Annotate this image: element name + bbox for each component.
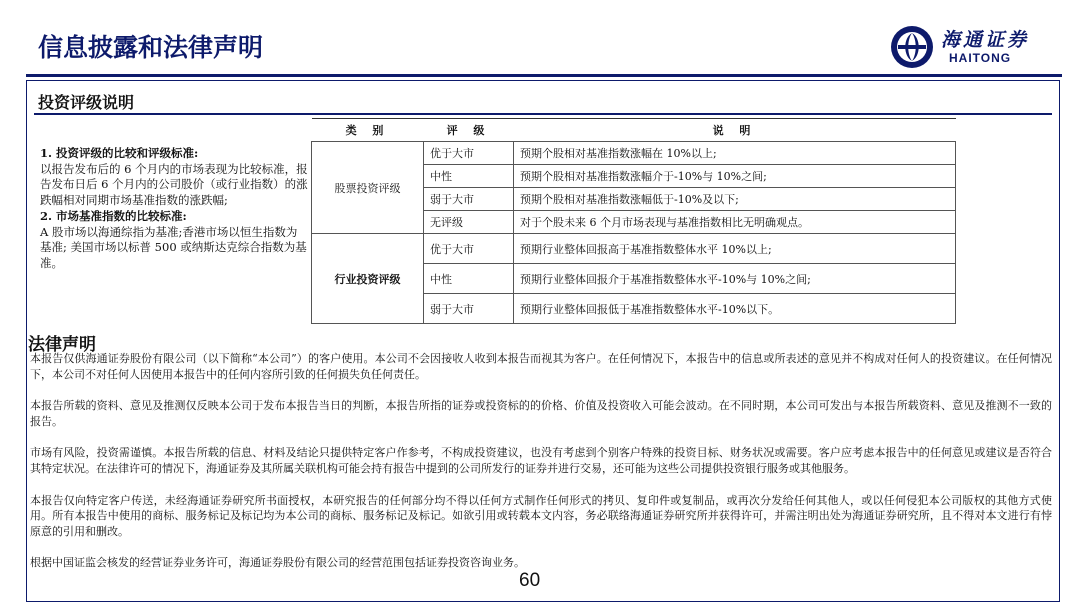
legal-heading: 法律声明	[28, 335, 96, 355]
rating-cell: 中性	[424, 264, 514, 294]
description-cell: 预期行业整体回报介于基准指数整体水平-10%与 10%之间;	[514, 264, 956, 294]
page-title: 信息披露和法律声明	[38, 33, 264, 62]
logo-english-text: HAITONG	[949, 51, 1012, 65]
haitong-logo	[889, 24, 1049, 70]
table-row	[312, 234, 956, 264]
industry-category-cell: 行业投资评级	[312, 234, 424, 324]
rating-cell: 优于大市	[424, 234, 514, 264]
description-cell: 预期个股相对基准指数涨幅介于-10%与 10%之间;	[514, 165, 956, 188]
header-description: 说 明	[514, 119, 956, 142]
criteria-heading-2: 2. 市场基准指数的比较标准:	[40, 208, 187, 223]
criteria-text-2: A 股市场以海通综指为基准;香港市场以恒生指数为基准; 美国市场以标普 500 或纳斯达克综合指数为基准。	[40, 224, 307, 270]
rating-cell: 弱于大市	[424, 294, 514, 324]
description-cell: 预期行业整体回报高于基准指数整体水平 10%以上;	[514, 234, 956, 264]
rating-table	[311, 118, 956, 324]
criteria-heading-1: 1. 投资评级的比较和评级标准:	[40, 146, 199, 160]
description-cell: 预期个股相对基准指数涨幅低于-10%及以下;	[514, 188, 956, 211]
title-divider	[26, 74, 1062, 77]
legal-paragraph-2: 本报告所载的资料、意见及推测仅反映本公司于发布本报告当日的判断，本报告所指的证券或投资标的的价格、价值及投资收入可能会波动。在不同时期，本公司可发出与本报告所载资料、意见及推测不一致的报告。	[30, 399, 1052, 428]
legal-paragraph-5: 根据中国证监会核发的经营证券业务许可，海通证券股份有限公司的经营范围包括证券投资咨询业务。	[30, 556, 525, 570]
rating-cell: 中性	[424, 165, 514, 188]
rating-cell: 优于大市	[424, 142, 514, 165]
legal-paragraph-1: 本报告仅供海通证券股份有限公司（以下简称“本公司”）的客户使用。本公司不会因接收人收到本报告而视其为客户。在任何情况下，本报告中的信息或所表述的意见并不构成对任何人的投资建议。在任何情况下，本公司不对任何人因使用本报告中的任何内容所引致的任何损失负任何责任。	[30, 352, 1052, 381]
description-cell: 预期个股相对基准指数涨幅在 10%以上;	[514, 142, 956, 165]
criteria-text-1: 以报告发布后的 6 个月内的市场表现为比较标准，报告发布日后 6 个月内的公司股价（或行业指数）的涨跌幅相对同期市场基准指数的涨跌幅;	[40, 161, 308, 208]
rating-criteria	[40, 146, 308, 272]
description-cell: 对于个股未来 6 个月市场表现与基准指数相比无明确观点。	[514, 211, 956, 234]
legal-statement	[30, 351, 1052, 571]
haitong-emblem-icon	[889, 24, 935, 70]
logo-chinese-text: 海通证券	[941, 29, 1030, 51]
stock-category-cell: 股票投资评级	[312, 142, 424, 234]
rating-section-heading: 投资评级说明	[38, 93, 135, 112]
rating-cell: 弱于大市	[424, 188, 514, 211]
description-cell: 预期行业整体回报低于基准指数整体水平-10%以下。	[514, 294, 956, 324]
table-row	[312, 142, 956, 165]
header-rating: 评 级	[424, 119, 514, 142]
page-number: 60	[519, 570, 541, 591]
rating-cell: 无评级	[424, 211, 514, 234]
header-category: 类 别	[312, 119, 424, 142]
legal-paragraph-3: 市场有风险，投资需谨慎。本报告所载的信息、材料及结论只提供特定客户作参考，不构成投资建议，也没有考虑到个别客户特殊的投资目标、财务状况或需要。客户应考虑本报告中的任何意见或建议是否符合其特定状况。在法律许可的情况下，海通证券及其所属关联机构可能会持有报告中提到的公司所发行的证券并进行交易，还可能为这些公司提供投资银行服务或其他服务。	[30, 446, 1052, 475]
table-header-row	[312, 119, 956, 142]
legal-paragraph-4: 本报告仅向特定客户传送，未经海通证券研究所书面授权，本研究报告的任何部分均不得以任何方式制作任何形式的拷贝、复印件或复制品，或再次分发给任何其他人，或以任何侵犯本公司版权的其他方式使用。所有本报告中使用的商标、服务标记及标记均为本公司的商标、服务标记及标记。如欲引用或转载本文内容，务必联络海通证券研究所并获得许可，并需注明出处为海通证券研究所，且不得对本文进行有悖原意的引用和删改。	[30, 493, 1052, 538]
section-divider	[34, 113, 1052, 115]
